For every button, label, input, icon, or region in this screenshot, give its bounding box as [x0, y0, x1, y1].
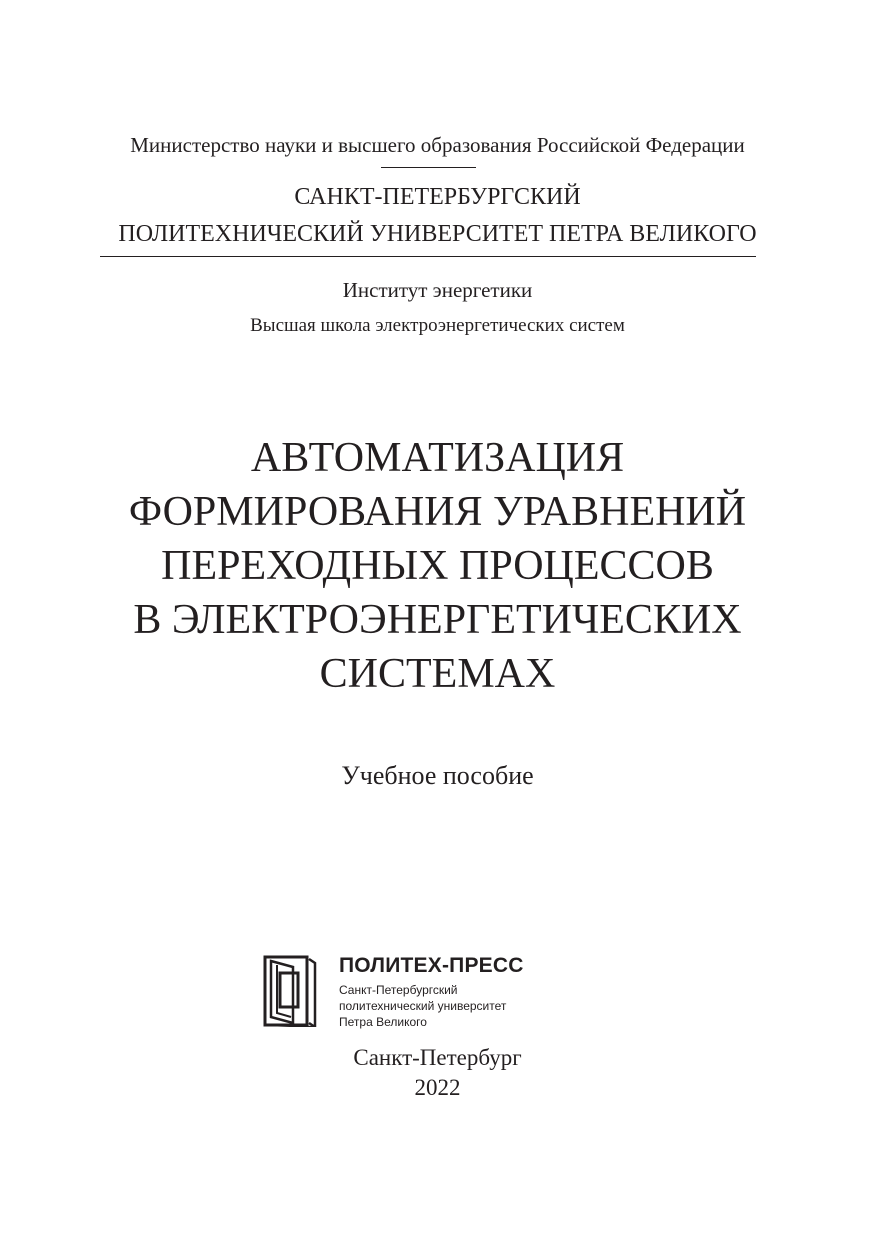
publisher-block: [263, 953, 543, 1033]
book-title-line: В ЭЛЕКТРОЭНЕРГЕТИЧЕСКИХ: [133, 597, 742, 643]
publisher-subline: политехнический университет: [339, 999, 507, 1013]
book-title-line: АВТОМАТИЗАЦИЯ: [250, 435, 625, 481]
institute-name: Институт энергетики: [342, 278, 533, 302]
imprint-city: Санкт-Петербург: [353, 1045, 522, 1070]
publisher-subline: Петра Великого: [339, 1015, 427, 1029]
book-subtitle: Учебное пособие: [341, 761, 534, 790]
university-name-line-1: САНКТ-ПЕТЕРБУРГСКИЙ: [294, 184, 581, 210]
imprint-year: 2022: [414, 1075, 461, 1100]
book-title-line: СИСТЕМАХ: [319, 651, 556, 697]
publisher-text: [339, 953, 524, 1030]
book-title-line: ФОРМИРОВАНИЯ УРАВНЕНИЙ: [128, 489, 747, 535]
ministry-title: Министерство науки и высшего образования Российской Федерации: [130, 133, 745, 157]
publisher-subline: Санкт-Петербургский: [339, 983, 458, 997]
long-divider: [100, 256, 756, 257]
university-name-line-2: ПОЛИТЕХНИЧЕСКИЙ УНИВЕРСИТЕТ ПЕТРА ВЕЛИКОГО: [118, 221, 757, 247]
short-divider: [381, 167, 476, 168]
school-name: Высшая школа электроэнергетических систем: [250, 315, 625, 336]
book-title-line: ПЕРЕХОДНЫХ ПРОЦЕССОВ: [161, 543, 714, 589]
politeh-press-logo-icon: [263, 955, 319, 1027]
publisher-name: ПОЛИТЕХ-ПРЕСС: [339, 954, 524, 977]
